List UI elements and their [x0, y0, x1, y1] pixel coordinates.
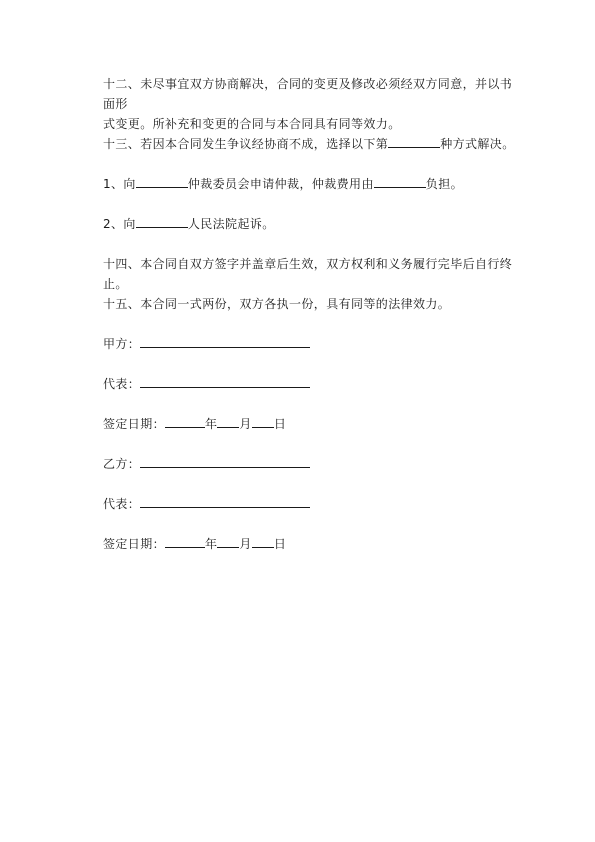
clause-12-line-1: 十二、未尽事宜双方协商解决，合同的变更及修改必须经双方同意，并以书面形 — [103, 77, 513, 111]
party-b-label: 乙方： — [103, 457, 141, 471]
clause-13 — [103, 134, 518, 154]
rep-a-line — [103, 374, 518, 394]
party-a-signature-blank[interactable] — [140, 334, 310, 348]
day-char: 日 — [273, 537, 287, 551]
clause-14 — [103, 254, 518, 294]
date-b-year-blank[interactable] — [165, 534, 205, 548]
clause-15-text: 十五、本合同一式两份，双方各执一份，具有同等的法律效力。 — [103, 297, 451, 311]
party-b-line — [103, 454, 518, 474]
rep-b-signature-blank[interactable] — [140, 494, 310, 508]
year-char: 年 — [205, 417, 218, 431]
month-char: 月 — [239, 417, 252, 431]
option-2-prefix: 2、向 — [103, 217, 136, 231]
option-1-middle: 仲裁委员会申请仲裁，仲裁费用由 — [187, 177, 374, 191]
day-char: 日 — [273, 417, 287, 431]
rep-b-line — [103, 494, 518, 514]
method-number-blank[interactable] — [388, 134, 440, 148]
fee-bearer-blank[interactable] — [374, 174, 426, 188]
clause-13-suffix: 种方式解决。 — [440, 137, 515, 151]
rep-a-label: 代表： — [103, 377, 141, 391]
year-char: 年 — [205, 537, 218, 551]
clause-15 — [103, 294, 518, 314]
date-a-line — [103, 414, 518, 434]
clause-12 — [103, 74, 518, 134]
date-b-line — [103, 534, 518, 554]
date-a-day-blank[interactable] — [252, 414, 274, 428]
party-b-signature-blank[interactable] — [140, 454, 310, 468]
date-b-label: 签定日期： — [103, 537, 166, 551]
date-b-month-blank[interactable] — [217, 534, 239, 548]
option-2-suffix: 人民法院起诉。 — [187, 217, 275, 231]
arbitration-commission-blank[interactable] — [136, 174, 188, 188]
date-a-month-blank[interactable] — [217, 414, 239, 428]
option-1-arbitration — [103, 174, 518, 194]
party-a-label: 甲方： — [103, 337, 141, 351]
option-1-suffix: 负担。 — [425, 177, 464, 191]
clause-14-text: 十四、本合同自双方签字并盖章后生效，双方权利和义务履行完毕后自行终止。 — [103, 257, 513, 291]
option-2-court — [103, 214, 518, 234]
rep-b-label: 代表： — [103, 497, 141, 511]
rep-a-signature-blank[interactable] — [140, 374, 310, 388]
date-a-label: 签定日期： — [103, 417, 166, 431]
clause-12-line-2: 式变更。所补充和变更的合同与本合同具有同等效力。 — [103, 117, 401, 131]
option-1-prefix: 1、向 — [103, 177, 136, 191]
month-char: 月 — [239, 537, 252, 551]
date-a-year-blank[interactable] — [165, 414, 205, 428]
party-a-line — [103, 334, 518, 354]
court-name-blank[interactable] — [136, 214, 188, 228]
clause-13-prefix: 十三、若因本合同发生争议经协商不成，选择以下第 — [103, 137, 389, 151]
date-b-day-blank[interactable] — [252, 534, 274, 548]
